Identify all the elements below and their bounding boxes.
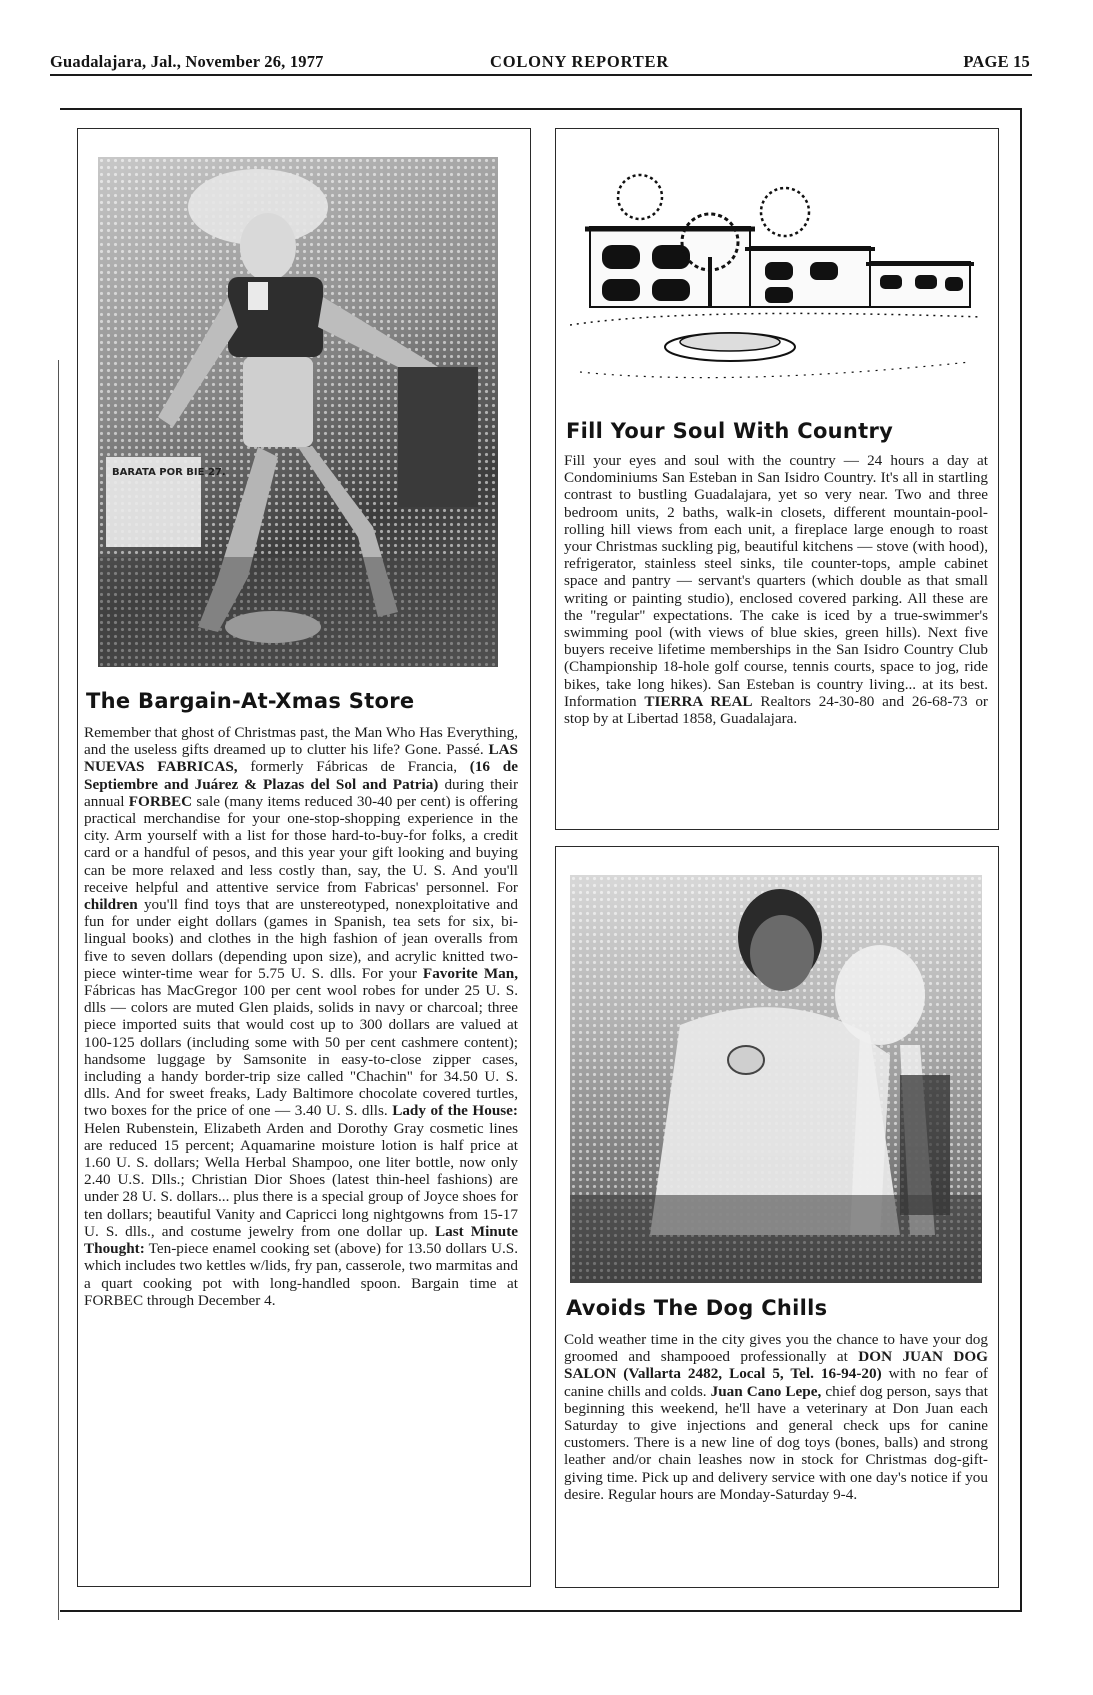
newspaper-name: COLONY REPORTER bbox=[490, 52, 670, 71]
bold-text-run: LAS NUEVAS FABRICAS, bbox=[84, 741, 518, 776]
bold-text-run: FORBEC bbox=[128, 792, 193, 810]
bold-text-run: Lady of the House: bbox=[392, 1102, 518, 1120]
text-run: with no fear of canine chills and colds. bbox=[564, 1365, 988, 1400]
store-article bbox=[77, 128, 531, 1587]
dog-groomer-photo bbox=[570, 875, 982, 1283]
dateline: Guadalajara, Jal., November 26, 1977 bbox=[50, 52, 324, 71]
text-run: formerly Fábricas de Francia, bbox=[237, 758, 470, 776]
country-article bbox=[555, 128, 999, 830]
masthead-rule bbox=[50, 74, 1032, 76]
dog-headline: Avoids The Dog Chills bbox=[566, 1296, 828, 1320]
text-run: Remember that ghost of Christmas past, the Man Who Has Everything, and the useless gifts dreamed up to clutter his life? Gone. Passé. bbox=[84, 724, 518, 759]
bold-text-run: DON JUAN DOG SALON (Vallarta 2482, Local 5, Tel. 16-94-20) bbox=[564, 1348, 988, 1383]
page-number: PAGE 15 bbox=[963, 52, 1030, 71]
store-headline: The Bargain-At-Xmas Store bbox=[86, 689, 415, 713]
country-body bbox=[564, 452, 988, 727]
text-run: during their annual bbox=[84, 775, 519, 810]
dog-body bbox=[564, 1331, 988, 1503]
text-run: sale (many items reduced 30-40 per cent) is offering practical merchandise for your one-stop-shopping experience in the city. Arm yourself with a list for those hard-to-buy-for folks, a credit card or a handful of pesos, and this year your gift looking and buying can be more relaxed and less costly than, say, the U. S. And you'll receive helpful and attentive service from Fabricas' personnel. For bbox=[84, 792, 519, 896]
bold-text-run: Last Minute Thought: bbox=[84, 1222, 518, 1258]
text-run: Ten-piece enamel cooking set (above) for 13.50 dollars U.S. which includes two kettles w/lids, fry pan, casserole, two marmitas and a quart cooking pot with long-handled spoon. Bargain time at FORBEC through December 4. bbox=[84, 1240, 518, 1309]
condominium-sketch bbox=[570, 157, 982, 405]
text-run: Realtors 24-30-80 and 26-68-73 or stop by at Libertad 1858, Guadalajara. bbox=[564, 692, 988, 728]
text-run: Cold weather time in the city gives you the chance to have your dog groomed and shampooed professionally at bbox=[564, 1331, 988, 1366]
page-frame-bottom-rule bbox=[60, 1610, 1022, 1612]
country-headline: Fill Your Soul With Country bbox=[566, 419, 894, 443]
page-frame-left-rule bbox=[58, 360, 59, 1620]
dog-article bbox=[555, 846, 999, 1588]
text-run: chief dog person, says that beginning this weekend, he'll have a veterinary at Don Juan each Saturday to give injections and general check ups for canine customers. There is a new line of dog toys (bones, balls) and strong leather and/or chain leashes now in stock for Christmas dog-gift-giving time. Pick up and delivery service with one day's notice if you desire. Regular hours are Monday-Saturday 9-4. bbox=[564, 1382, 988, 1503]
groomer-illustration bbox=[570, 875, 982, 1283]
bold-text-run: children bbox=[84, 896, 138, 914]
mannequin-illustration bbox=[98, 157, 498, 667]
store-body bbox=[84, 724, 518, 1309]
bold-text-run: Favorite Man, bbox=[422, 964, 518, 982]
bold-text-run: Juan Cano Lepe, bbox=[710, 1382, 822, 1400]
text-run: Fábricas has MacGregor 100 per cent wool robes for under 25 U. S. dlls — colors are muted Glen plaids, solids in navy or charcoal; three piece imported suits that would cost up to 300 dollars are valued at 100-125 dollars (including some with 50 per cent cashmere content); handsome luggage by Samsonite in easy-to-close zipper cases, including a handy border-trip size called "Chachin" for 34.50 U. S. dlls. And for sweet freaks, Lady Baltimore chocolate covered turtles, two boxes for the price of one — 3.40 U. S. dlls. bbox=[84, 982, 518, 1120]
text-run: you'll find toys that are unstereotyped, nonexploitative and fun for under eight dollars (games in Spanish, tea sets for six, bi-lingual books) and clothes in the high fashion of jean overalls from five to seven dollars (depending upon size), and acrylic knitted two-piece winter-time wear for 5.75 U. S. dlls. For your bbox=[84, 896, 518, 982]
bold-text-run: TIERRA REAL bbox=[644, 692, 753, 710]
text-run: Helen Rubenstein, Elizabeth Arden and Dorothy Gray cosmetic lines are reduced 15 percent; Aquamarine moisture lotion is half price at 1.60 U. S. dollars; Wella Herbal Shampoo, one liter bottle, now only 2.40 U.S. Dlls.; Christian Dior Shoes (latest thin-heel fashions) are under 28 U. S. dollars... plus there is a special group of Joyce shoes for ten dollars; beautiful Vanity and Capricci long nightgowns from 15-17 U. S. dlls., and costume jewelry from one dollar up. bbox=[84, 1119, 518, 1240]
bold-text-run: (16 de Septiembre and Juárez & Plazas del Sol and Patria) bbox=[84, 758, 518, 793]
masthead bbox=[50, 46, 1030, 76]
sign-text: BARATA POR BIE 27. bbox=[112, 467, 226, 478]
text-run: Fill your eyes and soul with the country — 24 hours a day at Condominiums San Esteban in San Isidro Country. It's all in startling contrast to bustling Guadalajara, yet so very near. Two and three bedroom units, 2 baths, walk-in closets, different mountain-pool-rolling hill views from each unit, a fireplace large enough to roast your Christmas suckling pig, beautiful kitchens — stove (with hood), refrigerator, stainless steel sinks, tile counter-tops, ample cabinet space and pantry — servant's quarters (which double as that small writing or painting studio), enclosed covered parking. All these are the "regular" expectations. The cake is iced by a true-swimmer's swimming pool (with views of blue skies, green hills). Next five buyers receive lifetime memberships in the San Isidro Country Club (Championship 18-hole golf course, tennis courts, space to jog, ride bikes, take long hikes). San Esteban is country living... at its best. Information bbox=[564, 452, 988, 710]
store-mannequin-photo bbox=[98, 157, 498, 667]
